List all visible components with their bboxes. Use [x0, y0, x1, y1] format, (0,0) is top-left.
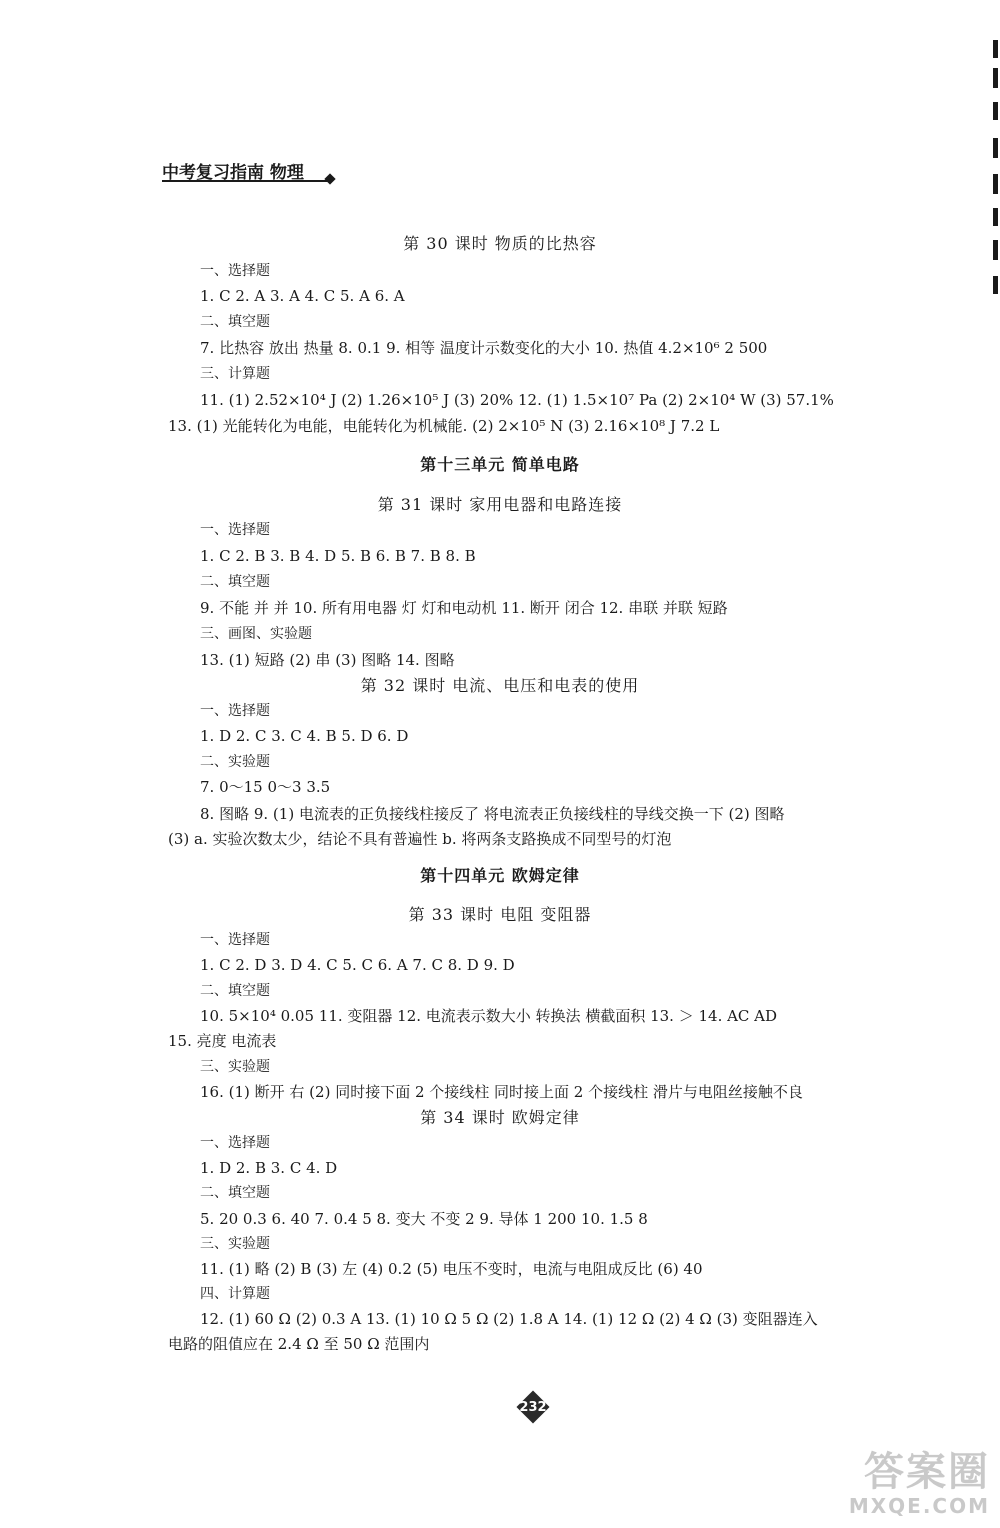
section-heading-choice: 一、选择题: [200, 522, 270, 538]
answer-line: 1. C 2. B 3. B 4. D 5. B 6. B 7. B 8. B: [200, 547, 476, 565]
header-diamond-icon: [324, 173, 335, 184]
watermark-logo: [848, 1449, 990, 1518]
answer-line: 15. 亮度 电流表: [168, 1032, 277, 1050]
lesson-33-heading: 第 33 课时 电阻 变阻器: [408, 905, 592, 924]
answer-line: 电路的阻值应在 2.4 Ω 至 50 Ω 范围内: [168, 1335, 430, 1353]
section-heading-drawing-lab: 三、画图、实验题: [200, 626, 312, 642]
answer-line: 13. (1) 短路 (2) 串 (3) 图略 14. 图略: [200, 651, 455, 669]
answer-line: 7. 0～15 0～3 3.5: [200, 778, 331, 796]
watermark-logo-text: 答案圈: [864, 1449, 990, 1495]
answer-line: 8. 图略 9. (1) 电流表的正负接线柱接反了 将电流表正负接线柱的导线交换一下 (2) 图略: [200, 805, 785, 823]
section-heading-fill: 二、填空题: [200, 314, 270, 330]
answer-line: 11. (1) 2.52×10⁴ J (2) 1.26×10⁵ J (3) 20% 12. (1) 1.5×10⁷ Pa (2) 2×10⁴ W (3) 57.1%: [200, 391, 834, 409]
answer-line: 1. C 2. D 3. D 4. C 5. C 6. A 7. C 8. D 9. D: [200, 956, 515, 974]
answer-line: 10. 5×10⁴ 0.05 11. 变阻器 12. 电流表示数大小 转换法 横截面积 13. ＞ 14. AC AD: [200, 1007, 778, 1025]
section-heading-choice: 一、选择题: [200, 932, 270, 948]
answer-line: 13. (1) 光能转化为电能，电能转化为机械能. (2) 2×10⁵ N (3) 2.16×10⁸ J 7.2 L: [168, 417, 720, 435]
section-heading-fill: 二、填空题: [200, 1185, 270, 1201]
page-number: 232: [519, 1399, 547, 1415]
unit-13-heading: 第十三单元 简单电路: [420, 455, 580, 474]
lesson-32-heading: 第 32 课时 电流、电压和电表的使用: [360, 676, 640, 695]
section-heading-choice: 一、选择题: [200, 263, 270, 279]
lesson-31-heading: 第 31 课时 家用电器和电路连接: [377, 495, 623, 514]
answer-line: 11. (1) 略 (2) B (3) 左 (4) 0.2 (5) 电压不变时，电流与电阻成反比 (6) 40: [200, 1260, 703, 1278]
unit-14-heading: 第十四单元 欧姆定律: [420, 866, 580, 885]
section-heading-choice: 一、选择题: [200, 1135, 270, 1151]
lesson-34-heading: 第 34 课时 欧姆定律: [420, 1108, 580, 1127]
section-heading-lab: 三、实验题: [200, 1236, 270, 1252]
section-heading-calc: 四、计算题: [200, 1286, 270, 1302]
answer-line: 1. D 2. C 3. C 4. B 5. D 6. D: [200, 727, 409, 745]
header-rule: [162, 180, 330, 182]
answer-line: 16. (1) 断开 右 (2) 同时接下面 2 个接线柱 同时接上面 2 个接线柱 滑片与电阻丝接触不良: [200, 1083, 803, 1101]
answer-line: 7. 比热容 放出 热量 8. 0.1 9. 相等 温度计示数变化的大小 10. 热值 4.2×10⁶ 2 500: [200, 339, 768, 357]
section-heading-lab: 三、实验题: [200, 1059, 270, 1075]
answer-line: 5. 20 0.3 6. 40 7. 0.4 5 8. 变大 不变 2 9. 导体 1 200 10. 1.5 8: [200, 1210, 648, 1228]
answer-line: 12. (1) 60 Ω (2) 0.3 A 13. (1) 10 Ω 5 Ω (2) 1.8 A 14. (1) 12 Ω (2) 4 Ω (3) 变阻器连入: [200, 1310, 818, 1328]
answer-line: 1. C 2. A 3. A 4. C 5. A 6. A: [200, 287, 405, 305]
running-header-title: 中考复习指南 物理: [162, 163, 304, 183]
watermark-site-text: MXQE.COM: [848, 1494, 990, 1518]
section-heading-lab: 二、实验题: [200, 754, 270, 770]
section-heading-fill: 二、填空题: [200, 574, 270, 590]
answer-line: 9. 不能 并 并 10. 所有用电器 灯 灯和电动机 11. 断开 闭合 12. 串联 并联 短路: [200, 599, 728, 617]
section-heading-calc: 三、计算题: [200, 366, 270, 382]
section-heading-fill: 二、填空题: [200, 983, 270, 999]
answer-line: (3) a. 实验次数太少，结论不具有普遍性 b. 将两条支路换成不同型号的灯泡: [168, 830, 672, 848]
edge-scan-marks: [986, 0, 1000, 300]
page-number-badge: [512, 1392, 554, 1422]
lesson-30-heading: 第 30 课时 物质的比热容: [403, 234, 597, 253]
answer-line: 1. D 2. B 3. C 4. D: [200, 1159, 338, 1177]
section-heading-choice: 一、选择题: [200, 703, 270, 719]
